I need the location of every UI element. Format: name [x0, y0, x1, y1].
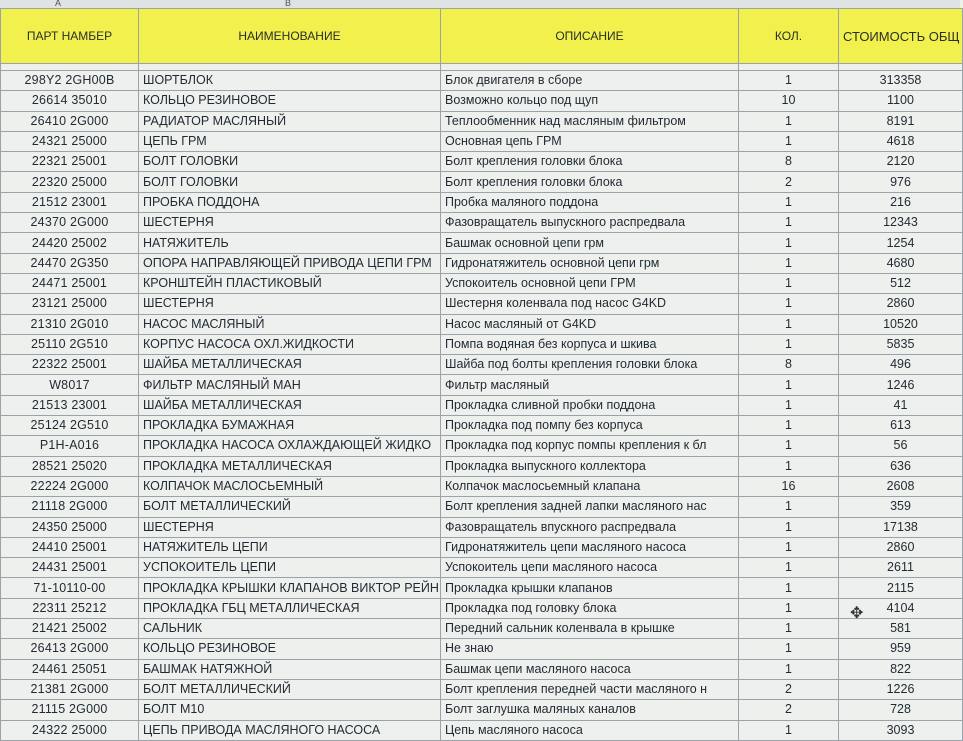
table-row [1, 416, 963, 436]
part-number-cell[interactable]: 24350 25000 [1, 517, 139, 537]
part-number-cell[interactable]: 24431 25001 [1, 558, 139, 578]
total-cost-cell[interactable]: 2115 [839, 578, 963, 598]
quantity-cell[interactable]: 1 [739, 598, 839, 618]
quantity-cell[interactable]: 8 [739, 152, 839, 172]
description-cell[interactable]: Болт крепления задней лапки масляного нас [441, 497, 739, 517]
name-cell[interactable]: БОЛТ ГОЛОВКИ [139, 172, 441, 192]
quantity-cell[interactable]: 1 [739, 375, 839, 395]
table-row [1, 111, 963, 131]
name-cell[interactable]: КОРПУС НАСОСА ОХЛ.ЖИДКОСТИ [139, 334, 441, 354]
table-row [1, 558, 963, 578]
table-row [1, 131, 963, 151]
quantity-cell[interactable]: 1 [739, 537, 839, 557]
quantity-cell[interactable]: 2 [739, 700, 839, 720]
table-row [1, 91, 963, 111]
name-cell[interactable]: ОПОРА НАПРАВЛЯЮЩЕЙ ПРИВОДА ЦЕПИ ГРМ [139, 253, 441, 273]
name-cell[interactable]: УСПОКОИТЕЛЬ ЦЕПИ [139, 558, 441, 578]
quantity-cell[interactable]: 1 [739, 659, 839, 679]
total-cost-cell[interactable]: 1100 [839, 91, 963, 111]
total-cost-cell[interactable]: 1226 [839, 679, 963, 699]
part-number-cell[interactable]: 26614 35010 [1, 91, 139, 111]
part-number-cell[interactable]: 22311 25212 [1, 598, 139, 618]
part-number-cell[interactable]: 71-10110-00 [1, 578, 139, 598]
table-row [1, 395, 963, 415]
table-row [1, 720, 963, 740]
total-cost-cell[interactable]: 581 [839, 619, 963, 639]
part-number-cell[interactable]: 26410 2G000 [1, 111, 139, 131]
table-row [1, 71, 963, 91]
description-cell[interactable]: Не знаю [441, 639, 739, 659]
name-cell[interactable]: ШЕСТЕРНЯ [139, 294, 441, 314]
total-cost-cell[interactable]: 4680 [839, 253, 963, 273]
blank-cell[interactable] [441, 64, 739, 71]
part-number-cell[interactable]: 28521 25020 [1, 456, 139, 476]
total-cost-cell[interactable]: 8191 [839, 111, 963, 131]
name-cell[interactable]: ПРОБКА ПОДДОНА [139, 192, 441, 212]
description-cell[interactable]: Болт крепления головки блока [441, 152, 739, 172]
cross-cursor-icon: ✥ [850, 605, 864, 622]
description-cell[interactable]: Цепь масляного насоса [441, 720, 739, 740]
quantity-cell[interactable]: 1 [739, 720, 839, 740]
description-cell[interactable]: Болт заглушка маляных каналов [441, 700, 739, 720]
name-cell[interactable]: ШЕСТЕРНЯ [139, 517, 441, 537]
total-cost-cell[interactable]: 2860 [839, 537, 963, 557]
quantity-cell[interactable]: 2 [739, 172, 839, 192]
name-cell[interactable]: НАТЯЖИТЕЛЬ [139, 233, 441, 253]
part-number-cell[interactable]: 24471 25001 [1, 273, 139, 293]
quantity-cell[interactable]: 1 [739, 578, 839, 598]
total-cost-cell[interactable]: 4104 [839, 598, 963, 618]
part-number-cell[interactable]: 21513 23001 [1, 395, 139, 415]
total-cost-cell[interactable]: 216 [839, 192, 963, 212]
table-row [1, 598, 963, 618]
part-number-cell[interactable]: 21118 2G000 [1, 497, 139, 517]
description-cell[interactable]: Насос масляный от G4KD [441, 314, 739, 334]
quantity-cell[interactable]: 1 [739, 111, 839, 131]
table-row [1, 355, 963, 375]
description-cell[interactable]: Гидронатяжитель основной цепи грм [441, 253, 739, 273]
total-cost-cell[interactable]: 959 [839, 639, 963, 659]
quantity-cell[interactable]: 8 [739, 355, 839, 375]
name-cell[interactable]: КОЛЬЦО РЕЗИНОВОЕ [139, 91, 441, 111]
part-number-cell[interactable]: 21381 2G000 [1, 679, 139, 699]
description-cell[interactable]: Прокладка крышки клапанов [441, 578, 739, 598]
description-cell[interactable]: Гидронатяжитель цепи масляного насоса [441, 537, 739, 557]
quantity-cell[interactable]: 1 [739, 395, 839, 415]
parts-table [0, 8, 963, 741]
name-cell[interactable]: НАТЯЖИТЕЛЬ ЦЕПИ [139, 537, 441, 557]
description-cell[interactable]: Шестерня коленвала под насос G4KD [441, 294, 739, 314]
total-cost-cell[interactable]: 636 [839, 456, 963, 476]
name-cell[interactable]: ФИЛЬТР МАСЛЯНЫЙ МАН [139, 375, 441, 395]
table-row [1, 294, 963, 314]
description-cell[interactable]: Башмак основной цепи грм [441, 233, 739, 253]
table-row [1, 152, 963, 172]
name-cell[interactable]: ШЕСТЕРНЯ [139, 213, 441, 233]
total-cost-cell[interactable]: 2611 [839, 558, 963, 578]
blank-cell[interactable] [1, 64, 139, 71]
part-number-cell[interactable]: 22321 25001 [1, 152, 139, 172]
quantity-cell[interactable]: 16 [739, 476, 839, 496]
part-number-cell[interactable]: 24410 25001 [1, 537, 139, 557]
table-row [1, 659, 963, 679]
total-cost-cell[interactable]: 41 [839, 395, 963, 415]
total-cost-cell[interactable]: 3093 [839, 720, 963, 740]
part-number-cell[interactable]: W8017 [1, 375, 139, 395]
total-cost-cell[interactable]: 822 [839, 659, 963, 679]
part-number-cell[interactable]: 21310 2G010 [1, 314, 139, 334]
part-number-cell[interactable]: 298Y2 2GH00B [1, 71, 139, 91]
quantity-cell[interactable]: 1 [739, 253, 839, 273]
description-cell[interactable]: Прокладка под головку блока [441, 598, 739, 618]
quantity-cell[interactable]: 1 [739, 334, 839, 354]
part-number-cell[interactable]: 21421 25002 [1, 619, 139, 639]
description-cell[interactable]: Прокладка под помпу без корпуса [441, 416, 739, 436]
header-part-number[interactable]: ПАРТ НАМБЕР [1, 9, 139, 64]
total-cost-cell[interactable]: 5835 [839, 334, 963, 354]
quantity-cell[interactable]: 1 [739, 131, 839, 151]
description-cell[interactable]: Болт крепления головки блока [441, 172, 739, 192]
part-number-cell[interactable]: 24461 25051 [1, 659, 139, 679]
quantity-cell[interactable]: 1 [739, 619, 839, 639]
name-cell[interactable]: ШАЙБА МЕТАЛЛИЧЕСКАЯ [139, 395, 441, 415]
table-row [1, 578, 963, 598]
total-cost-cell[interactable]: 313358 [839, 71, 963, 91]
name-cell[interactable]: ПРОКЛАДКА НАСОСА ОХЛАЖДАЮЩЕЙ ЖИДКО [139, 436, 441, 456]
description-cell[interactable]: Фазовращатель выпускного распредвала [441, 213, 739, 233]
header-total-cost[interactable]: СТОИМОСТЬ ОБЩ [839, 9, 963, 64]
quantity-cell[interactable]: 2 [739, 679, 839, 699]
quantity-cell[interactable]: 1 [739, 517, 839, 537]
total-cost-cell[interactable]: 359 [839, 497, 963, 517]
quantity-cell[interactable]: 1 [739, 639, 839, 659]
blank-cell[interactable] [839, 64, 963, 71]
total-cost-cell[interactable]: 12343 [839, 213, 963, 233]
name-cell[interactable]: ПРОКЛАДКА МЕТАЛЛИЧЕСКАЯ [139, 456, 441, 476]
name-cell[interactable]: РАДИАТОР МАСЛЯНЫЙ [139, 111, 441, 131]
table-row [1, 456, 963, 476]
quantity-cell[interactable]: 1 [739, 192, 839, 212]
description-cell[interactable]: Пробка маляного поддона [441, 192, 739, 212]
name-cell[interactable]: БОЛТ МЕТАЛЛИЧЕСКИЙ [139, 679, 441, 699]
name-cell[interactable]: ЦЕПЬ ГРМ [139, 131, 441, 151]
part-number-cell[interactable]: 24322 25000 [1, 720, 139, 740]
table-row [1, 517, 963, 537]
blank-cell[interactable] [139, 64, 441, 71]
name-cell[interactable]: КРОНШТЕЙН ПЛАСТИКОВЫЙ [139, 273, 441, 293]
table-row [1, 314, 963, 334]
name-cell[interactable]: ПРОКЛАДКА БУМАЖНАЯ [139, 416, 441, 436]
part-number-cell[interactable]: 21115 2G000 [1, 700, 139, 720]
quantity-cell[interactable]: 1 [739, 273, 839, 293]
part-number-cell[interactable]: P1H-A016 [1, 436, 139, 456]
description-cell[interactable]: Передний сальник коленвала в крышке [441, 619, 739, 639]
part-number-cell[interactable]: 24420 25002 [1, 233, 139, 253]
name-cell[interactable]: НАСОС МАСЛЯНЫЙ [139, 314, 441, 334]
description-cell[interactable]: Возможно кольцо под щуп [441, 91, 739, 111]
column-letter-b[interactable]: B [285, 0, 292, 8]
header-row [1, 9, 963, 64]
header-description[interactable]: ОПИСАНИЕ [441, 9, 739, 64]
part-number-cell[interactable]: 21512 23001 [1, 192, 139, 212]
quantity-cell[interactable]: 10 [739, 91, 839, 111]
column-letter-a[interactable]: A [55, 0, 62, 8]
description-cell[interactable]: Прокладка под корпус помпы крепления к бл [441, 436, 739, 456]
description-cell[interactable]: Шайба под болты крепления головки блока [441, 355, 739, 375]
quantity-cell[interactable]: 1 [739, 456, 839, 476]
total-cost-cell[interactable]: 512 [839, 273, 963, 293]
name-cell[interactable]: БОЛТ МЕТАЛЛИЧЕСКИЙ [139, 497, 441, 517]
description-cell[interactable]: Успокоитель основной цепи ГРМ [441, 273, 739, 293]
name-cell[interactable]: КОЛЬЦО РЕЗИНОВОЕ [139, 639, 441, 659]
part-number-cell[interactable]: 22322 25001 [1, 355, 139, 375]
total-cost-cell[interactable]: 56 [839, 436, 963, 456]
total-cost-cell[interactable]: 728 [839, 700, 963, 720]
table-row [1, 334, 963, 354]
total-cost-cell[interactable]: 1254 [839, 233, 963, 253]
table-row [1, 679, 963, 699]
part-number-cell[interactable]: 26413 2G000 [1, 639, 139, 659]
total-cost-cell[interactable]: 1246 [839, 375, 963, 395]
table-row [1, 639, 963, 659]
quantity-cell[interactable]: 1 [739, 416, 839, 436]
table-row [1, 436, 963, 456]
table-row [1, 700, 963, 720]
table-row [1, 233, 963, 253]
part-number-cell[interactable]: 25124 2G510 [1, 416, 139, 436]
total-cost-cell[interactable]: 4618 [839, 131, 963, 151]
total-cost-cell[interactable]: 10520 [839, 314, 963, 334]
part-number-cell[interactable]: 23121 25000 [1, 294, 139, 314]
part-number-cell[interactable]: 22320 25000 [1, 172, 139, 192]
table-row [1, 375, 963, 395]
table-row [1, 172, 963, 192]
description-cell[interactable]: Успокоитель цепи масляного насоса [441, 558, 739, 578]
total-cost-cell[interactable]: 17138 [839, 517, 963, 537]
description-cell[interactable]: Основная цепь ГРМ [441, 131, 739, 151]
name-cell[interactable]: ПРОКЛАДКА КРЫШКИ КЛАПАНОВ ВИКТОР РЕЙН [139, 578, 441, 598]
quantity-cell[interactable]: 1 [739, 213, 839, 233]
description-cell[interactable]: Теплообменник над масляным фильтром [441, 111, 739, 131]
description-cell[interactable]: Башмак цепи масляного насоса [441, 659, 739, 679]
blank-cell[interactable] [739, 64, 839, 71]
total-cost-cell[interactable]: 2120 [839, 152, 963, 172]
quantity-cell[interactable]: 1 [739, 71, 839, 91]
quantity-cell[interactable]: 1 [739, 436, 839, 456]
total-cost-cell[interactable]: 2860 [839, 294, 963, 314]
total-cost-cell[interactable]: 613 [839, 416, 963, 436]
description-cell[interactable]: Блок двигателя в сборе [441, 71, 739, 91]
table-row [1, 253, 963, 273]
part-number-cell[interactable]: 24370 2G000 [1, 213, 139, 233]
table-row [1, 273, 963, 293]
part-number-cell[interactable]: 24321 25000 [1, 131, 139, 151]
name-cell[interactable]: КОЛПАЧОК МАСЛОСЬЕМНЫЙ [139, 476, 441, 496]
quantity-cell[interactable]: 1 [739, 314, 839, 334]
blank-row [1, 64, 963, 71]
quantity-cell[interactable]: 1 [739, 233, 839, 253]
table-row [1, 537, 963, 557]
description-cell[interactable]: Фильтр масляный [441, 375, 739, 395]
description-cell[interactable]: Помпа водяная без корпуса и шкива [441, 334, 739, 354]
description-cell[interactable]: Болт крепления передней части масляного н [441, 679, 739, 699]
table-row [1, 619, 963, 639]
quantity-cell[interactable]: 1 [739, 558, 839, 578]
description-cell[interactable]: Прокладка выпускного коллектора [441, 456, 739, 476]
total-cost-cell[interactable]: 496 [839, 355, 963, 375]
quantity-cell[interactable]: 1 [739, 497, 839, 517]
name-cell[interactable]: ШОРТБЛОК [139, 71, 441, 91]
description-cell[interactable]: Колпачок маслосьемный клапана [441, 476, 739, 496]
part-number-cell[interactable]: 25110 2G510 [1, 334, 139, 354]
table-body [1, 71, 963, 741]
name-cell[interactable]: БАШМАК НАТЯЖНОЙ [139, 659, 441, 679]
part-number-cell[interactable]: 22224 2G000 [1, 476, 139, 496]
name-cell[interactable]: БОЛТ М10 [139, 700, 441, 720]
header-name[interactable]: НАИМЕНОВАНИЕ [139, 9, 441, 64]
total-cost-cell[interactable]: 976 [839, 172, 963, 192]
table-row [1, 192, 963, 212]
table-row [1, 213, 963, 233]
total-cost-cell[interactable]: 2608 [839, 476, 963, 496]
table-row [1, 476, 963, 496]
description-cell[interactable]: Фазовращатель впускного распредвала [441, 517, 739, 537]
name-cell[interactable]: БОЛТ ГОЛОВКИ [139, 152, 441, 172]
name-cell[interactable]: ПРОКЛАДКА ГБЦ МЕТАЛЛИЧЕСКАЯ [139, 598, 441, 618]
description-cell[interactable]: Прокладка сливной пробки поддона [441, 395, 739, 415]
name-cell[interactable]: ШАЙБА МЕТАЛЛИЧЕСКАЯ [139, 355, 441, 375]
table-row [1, 497, 963, 517]
quantity-cell[interactable]: 1 [739, 294, 839, 314]
header-quantity[interactable]: КОЛ. [739, 9, 839, 64]
name-cell[interactable]: ЦЕПЬ ПРИВОДА МАСЛЯНОГО НАСОСА [139, 720, 441, 740]
name-cell[interactable]: САЛЬНИК [139, 619, 441, 639]
part-number-cell[interactable]: 24470 2G350 [1, 253, 139, 273]
